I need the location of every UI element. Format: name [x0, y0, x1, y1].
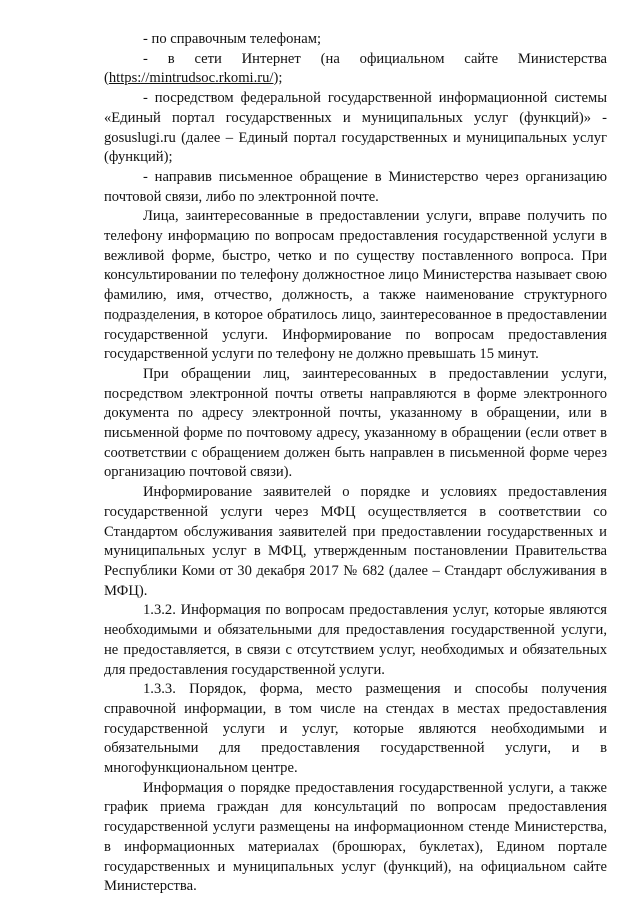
bullet-internet [104, 50, 607, 89]
paragraph-1-3-2: 1.3.2. Информация по вопросам предоставления услуг, которые являются необходимыми и обязательными для предоставления государственной услуги, не предоставляется, в связи с отсутствием услуг, необходимых и обязательных для предоставления государственной услуги. [104, 602, 607, 678]
paragraph-info-placement: Информация о порядке предоставления государственной услуги, а также график приема граждан для консультаций по вопросам предоставления государственной услуги размещены на информационном стенде Министерства, в информационных материалах (брошюрах, буклетах), Едином портале государственных и муниципальных услуг (функций), на официальном сайте Министерства. [104, 779, 607, 895]
document-page [104, 30, 607, 897]
paragraph-email-requests: При обращении лиц, заинтересованных в предоставлении услуги, посредством электронной почты ответы направляются в форме электронного документа по адресу электронной почты, указанному в обращении, или в письменной форме по почтовому адресу, указанному в обращении (если ответ в соответствии с обращением должен быть направлен в письменной форме через организацию почтовой связи). [104, 365, 607, 481]
paragraph-phone-consulting: Лица, заинтересованные в предоставлении услуги, вправе получить по телефону информацию по вопросам предоставления государственной услуги в вежливой форме, быстро, четко и по существу поставленного вопроса. При консультировании по телефону должностное лицо Министерства называет свою фамилию, имя, отчество, должность, а также наименование структурного подразделения, в которое обратилось лицо, заинтересованное в предоставлении государственной услуги. Информирование по вопросам предоставления государственной услуги по телефону не должно превышать 15 минут. [104, 208, 607, 363]
bullet-internet-tail: ); [273, 70, 283, 87]
bullet-mail: - направив письменное обращение в Министерство через организацию почтовой связи, либо по электронной почте. [104, 168, 607, 205]
paragraph-mfc-informing: Информирование заявителей о порядке и условиях предоставления государственной услуги через МФЦ осуществляется в соответствии со Стандартом обслуживания заявителей при предоставлении государственных и муниципальных услуг в МФЦ, утвержденным постановлении Правительства Республики Коми от 30 декабря 2017 № 682 (далее – Стандарт обслуживания в МФЦ). [104, 484, 607, 599]
bullet-internet-text: - в сети Интернет (на официальном сайте Министерства ( [104, 50, 607, 87]
ministry-site-link[interactable]: https://mintrudsoc.rkomi.ru/ [108, 70, 274, 87]
paragraph-1-3-3: 1.3.3. Порядок, форма, место размещения и способы получения справочной информации, в том числе на стендах в местах предоставления государственной услуги и услуг, которые являются необходимыми и обязательными для предоставления государственной услуги, и в многофункциональном центре. [104, 681, 607, 777]
bullet-phone: - по справочным телефонам; [143, 31, 321, 47]
bullet-portal: - посредством федеральной государственной информационной системы «Единый портал государственных и муниципальных услуг (функций)» - gosuslugi.ru (далее – Единый портал государственных и муниципальных услуг (функций); [104, 90, 607, 166]
